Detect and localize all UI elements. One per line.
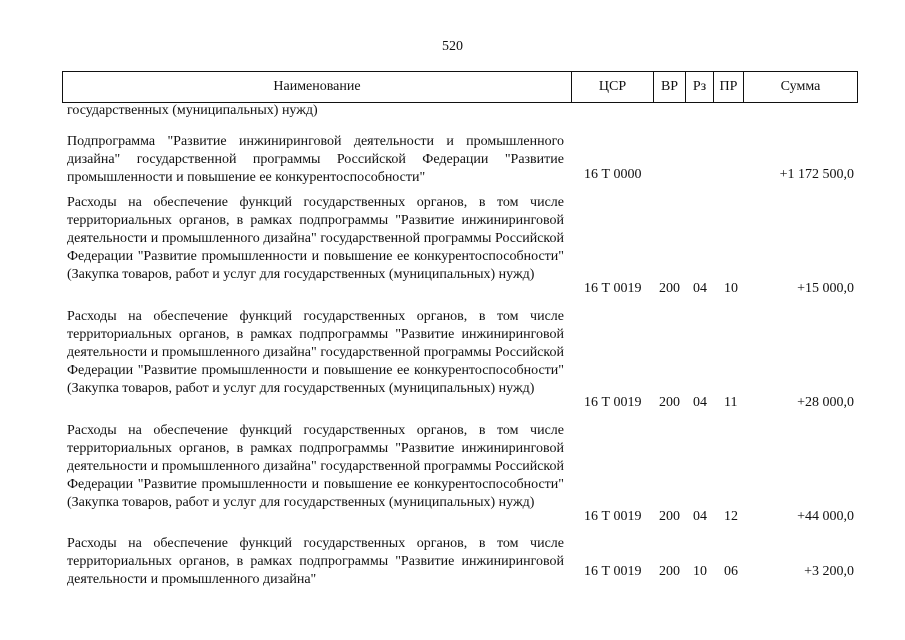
row-csr: 16 Т 0019 <box>584 281 642 296</box>
row-values <box>67 394 857 412</box>
header-name: Наименование <box>63 72 572 102</box>
row-sum: +15 000,0 <box>797 281 854 296</box>
row-sum: +44 000,0 <box>797 509 854 524</box>
row-vr: 200 <box>659 281 680 296</box>
row-description: Расходы на обеспечение функций государственных органов, в том числе территориальных органов, в рамках подпрограммы "Развитие инжиниринговой деятельности и промышленного дизайна" государственной программы Российской Федерации "Развитие промышленности и повышение ее конкурентоспособности" (Закупка товаров, работ и услуг для государственных (муниципальных) нужд) <box>67 423 564 510</box>
row-csr: 16 Т 0019 <box>584 509 642 524</box>
row-description: Подпрограмма "Развитие инжиниринговой деятельности и промышленного дизайна" государственной программы Российской Федерации "Развитие промышленности и повышение ее конкурентоспособности" <box>67 134 564 185</box>
row-vr: 200 <box>659 509 680 524</box>
row-rz: 10 <box>693 564 707 579</box>
row-csr: 16 Т 0019 <box>584 564 642 579</box>
row-description: Расходы на обеспечение функций государственных органов, в том числе территориальных органов, в рамках подпрограммы "Развитие инжиниринговой деятельности и промышленного дизайна" государственной программы Российской Федерации "Развитие промышленности и повышение ее конкурентоспособности" (Закупка товаров, работ и услуг для государственных (муниципальных) нужд) <box>67 309 564 396</box>
row-rz: 04 <box>693 281 707 296</box>
row-vr: 200 <box>659 395 680 410</box>
table-header <box>62 71 858 103</box>
header-vr: ВР <box>654 72 686 102</box>
row-values <box>67 563 857 581</box>
row-values <box>67 166 857 184</box>
row-pr: 06 <box>724 564 738 579</box>
row-rz: 04 <box>693 509 707 524</box>
row-rz: 04 <box>693 395 707 410</box>
header-csr: ЦСР <box>572 72 654 102</box>
header-pr: ПР <box>714 72 744 102</box>
row-pr: 11 <box>724 395 738 410</box>
row-csr: 16 Т 0000 <box>584 167 642 182</box>
row-vr: 200 <box>659 564 680 579</box>
carryover-text: государственных (муниципальных) нужд) <box>67 103 318 118</box>
row-csr: 16 Т 0019 <box>584 395 642 410</box>
row-values <box>67 508 857 526</box>
page-number: 520 <box>442 39 463 54</box>
row-description: Расходы на обеспечение функций государственных органов, в том числе территориальных органов, в рамках подпрограммы "Развитие инжиниринговой деятельности и промышленного дизайна" государственной программы Российской Федерации "Развитие промышленности и повышение ее конкурентоспособности" (Закупка товаров, работ и услуг для государственных (муниципальных) нужд) <box>67 195 564 282</box>
row-pr: 10 <box>724 281 738 296</box>
row-pr: 12 <box>724 509 738 524</box>
row-description: Расходы на обеспечение функций государственных органов, в том числе территориальных органов, в рамках подпрограммы "Развитие инжиниринговой деятельности и промышленного дизайна" <box>67 536 564 587</box>
row-values <box>67 280 857 298</box>
header-sum: Сумма <box>780 79 821 94</box>
row-sum: +3 200,0 <box>804 564 854 579</box>
row-sum: +1 172 500,0 <box>779 167 854 182</box>
row-sum: +28 000,0 <box>797 395 854 410</box>
header-rz: Рз <box>686 72 714 102</box>
